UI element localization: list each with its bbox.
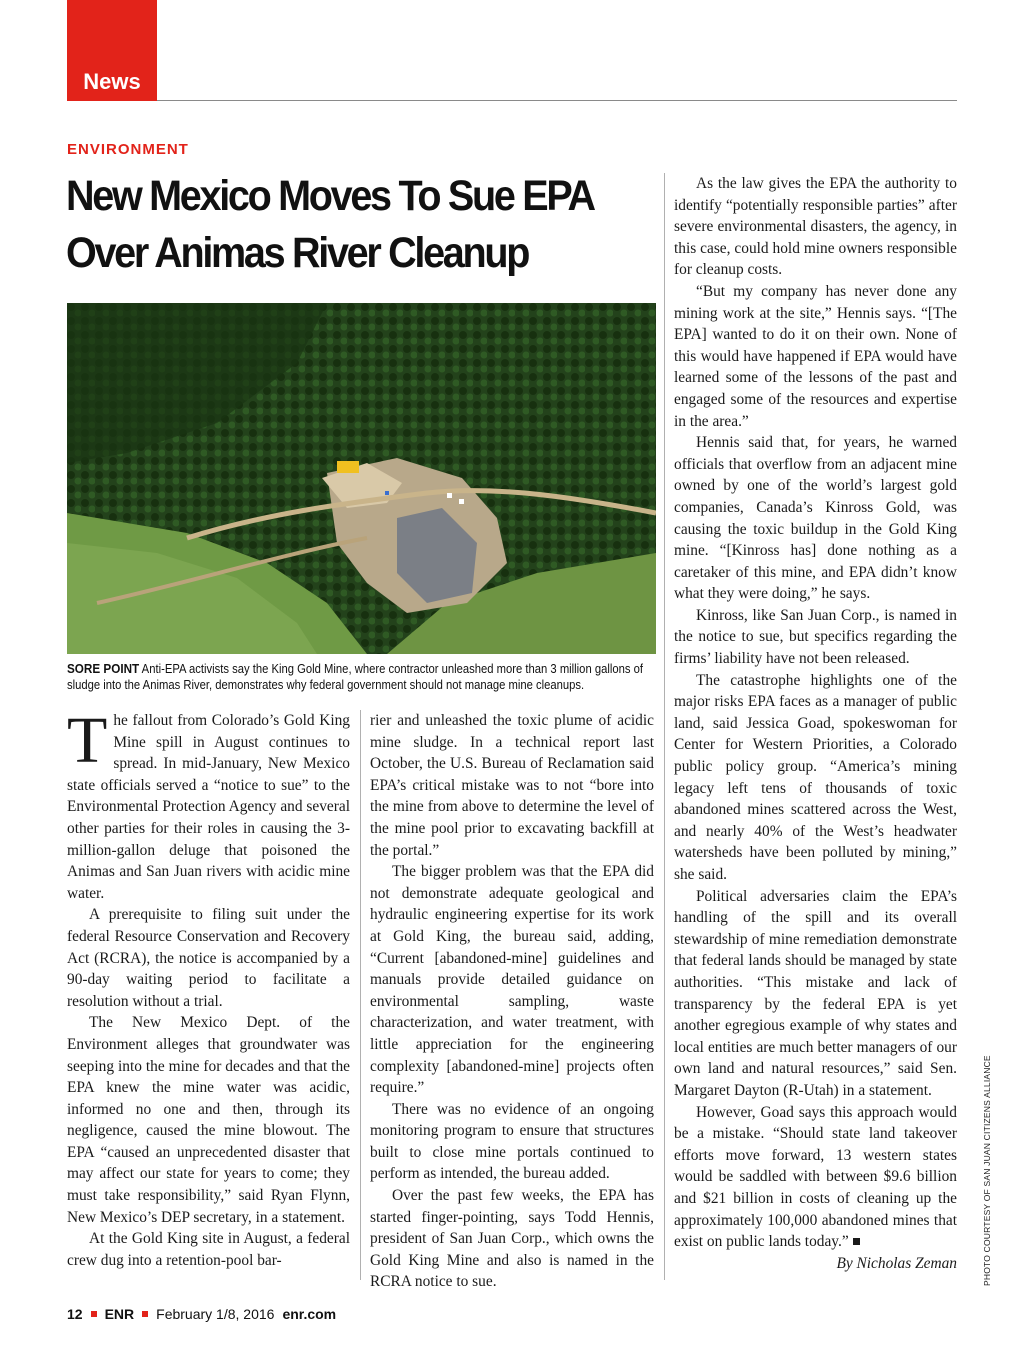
- article-column-1: [67, 704, 350, 1271]
- paragraph-text: However, Goad says this approach would be a mistake. “Should state land takeover efforts move forward, 13 western states would be saddled with between $9.6 billion and $21 billion in costs of cleaning up the approximately 100,000 abandoned mines that exist on public lands today.”: [674, 1103, 957, 1251]
- paragraph: Over the past few weeks, the EPA has started finger-pointing, says Todd Hennis, president of San Juan Corp., which owns the Gold King Mine and also is named in the RCRA notice to sue.: [370, 1187, 654, 1291]
- paragraph: As the law gives the EPA the authority to identify “potentially responsible parties” after severe environmental disasters, the agency, in this case, could hold mine owners responsible for cleanup costs.: [674, 175, 957, 279]
- paragraph: The bigger problem was that the EPA did not demonstrate adequate geological and hydraulic engineering expertise for its work at Gold King, the bureau said, adding, “Current [abandoned-mine] guidelines and manuals provide detailed guidance on environmental sampling, waste characterization, and water treatment, with little appreciation for the engineering complexity [abandoned-mine] projects often require.”: [370, 863, 654, 1097]
- site-link[interactable]: enr.com: [282, 1306, 337, 1322]
- aerial-mine-illustration: [67, 303, 656, 654]
- paragraph: Kinross, like San Juan Corp., is named in the notice to sue, but specifics regarding the firms’ liability have not been released.: [674, 606, 957, 668]
- paragraph: [67, 704, 350, 904]
- aerial-mine-photo: [67, 303, 656, 654]
- separator-icon: [142, 1311, 148, 1317]
- photo-credit: PHOTO COURTESY OF SAN JUAN CITIZENS ALLIANCE: [982, 1055, 992, 1286]
- paragraph: The catastrophe highlights one of the major risks EPA faces as a manager of public land, said Jessica Goad, spokeswoman for Center for Western Priorities, a Colorado public policy group. “America’s mining legacy left tens of thousands of toxic abandoned mines scattered across the West, and nearly 40% of the West’s headwater watersheds have been polluted by mining,” she said.: [674, 671, 957, 883]
- section-label: ENVIRONMENT: [67, 141, 189, 158]
- photo-caption: [67, 661, 656, 693]
- paragraph-text: he fallout from Colorado’s Gold King Mine spill in August continues to spread. In mid-January, New Mexico state officials served a “notice to sue” to the Environmental Protection Agency and several other parties for their roles in causing the 3-million-gallon deluge that poisoned the Animas and San Juan rivers with acidic mine water.: [67, 712, 350, 902]
- byline: By Nicholas Zeman: [836, 1254, 957, 1272]
- article-column-3: [674, 173, 957, 1274]
- page-number: 12: [67, 1306, 83, 1322]
- separator-icon: [91, 1311, 97, 1317]
- caption-text: Anti-EPA activists say the King Gold Mine, where contractor unleashed more than 3 million gallons of sludge into the Animas River, demonstrates why federal government should not manage mine cleanups.: [67, 662, 643, 692]
- header-rule: [157, 100, 957, 101]
- issue-date: February 1/8, 2016: [156, 1306, 275, 1322]
- paragraph: “But my company has never done any mining work at the site,” Hennis says. “[The EPA] wanted to do it on their own. None of this would have happened if EPA would have learned some of the lessons of the past and engaged some of the resources and expertise in the area.”: [674, 282, 957, 430]
- paragraph: [674, 1102, 957, 1253]
- paragraph: At the Gold King site in August, a federal crew dug into a retention-pool bar-: [67, 1230, 350, 1269]
- paragraph: rier and unleashed the toxic plume of acidic mine sludge. In a technical report last October, the U.S. Bureau of Reclamation said EPA’s critical mistake was to not “bore into the mine from above to determine the level of the mine pool prior to excavating backfill at the portal.”: [370, 712, 654, 859]
- caption-kicker: SORE POINT: [67, 661, 140, 676]
- end-mark-icon: [853, 1238, 860, 1245]
- article-column-2: [370, 710, 654, 1293]
- dropcap: T: [67, 704, 108, 777]
- paragraph: There was no evidence of an ongoing monitoring program to ensure that structures built to close mine portals continued to perform as intended, the bureau added.: [370, 1100, 654, 1183]
- page-footer: [67, 1306, 336, 1322]
- column-rule: [664, 173, 665, 1280]
- paragraph: Political adversaries claim the EPA’s handling of the spill and its overall stewardship of mine remediation demonstrate that federal lands should be managed by state authorities. “This mistake and lack of transparency by the federal EPA is yet another egregious example of why states and local entities are much better managers of our own land and natural resources,” said Sen. Margaret Dayton (R-Utah) in a statement.: [674, 887, 957, 1099]
- headline: New Mexico Moves To Sue EPA Over Animas River Cleanup: [66, 172, 593, 277]
- publication-name: ENR: [104, 1306, 135, 1322]
- column-rule: [360, 710, 361, 1280]
- section-tab-news: News: [67, 0, 157, 101]
- paragraph: The New Mexico Dept. of the Environment alleges that groundwater was seeping into the mine for decades and that the EPA knew the mine water was acidic, informed no one and then, through its negligence, caused the mine blowout. The EPA “caused an unprecedented disaster that may affect our state for years to come; they must take responsibility,” said Ryan Flynn, New Mexico’s DEP secretary, in a statement.: [67, 1014, 350, 1226]
- paragraph: A prerequisite to filing suit under the federal Resource Conservation and Recovery Act (RCRA), the notice is accompanied by a 90-day waiting period to facilitate a resolution without a trial.: [67, 906, 350, 1010]
- paragraph: Hennis said that, for years, he warned officials that overflow from an adjacent mine owned by one of the world’s largest gold companies, Canada’s Kinross Gold, was causing the toxic buildup in the Gold King mine. “[Kinross has] done nothing as a caretaker of this mine, and EPA didn’t know what they were doing,” he says.: [674, 434, 957, 603]
